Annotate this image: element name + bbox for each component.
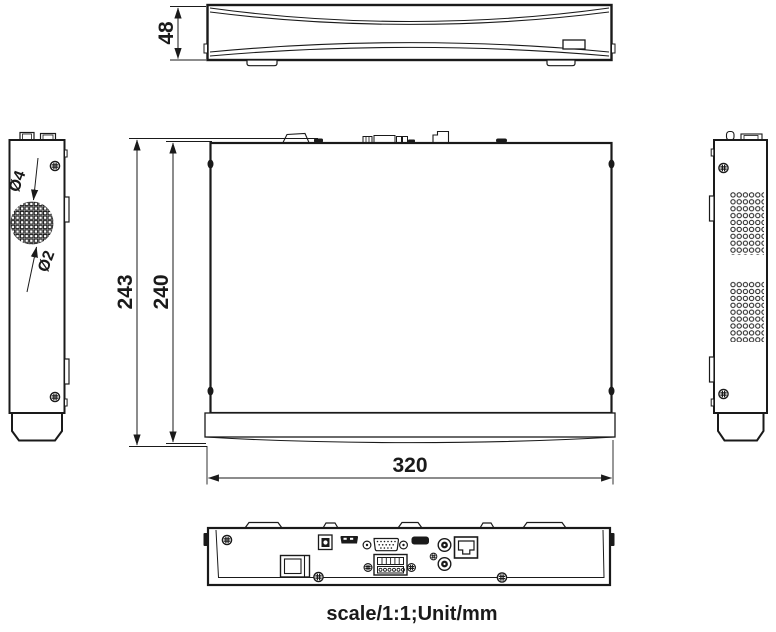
hole-dia-outer-label: Ø4 [6, 168, 30, 195]
front-height-label: 48 [155, 21, 178, 45]
edge-screw-bump [609, 387, 615, 396]
depth-inner-label: 240 [150, 274, 173, 310]
height-dimension [155, 7, 206, 61]
right-top-connector-1 [727, 132, 735, 141]
rear-lug-right [610, 533, 615, 546]
rear-screw [408, 564, 416, 572]
rear-screw [364, 564, 372, 572]
vent-grid-upper [730, 192, 764, 256]
audio-jack-in [438, 539, 451, 552]
edge-screw-bump [609, 160, 615, 169]
front-view [204, 5, 615, 66]
ethernet-port [455, 537, 478, 558]
front-lug-right [612, 44, 616, 53]
front-lug-left [204, 44, 208, 53]
right-tab-lower [710, 357, 715, 382]
front-foot-right [547, 60, 575, 66]
right-body [714, 140, 767, 413]
right-screw-top [719, 163, 728, 172]
terminal-block [374, 555, 407, 576]
left-side-view [6, 133, 69, 441]
width-dimension [207, 440, 613, 485]
rear-panel [208, 528, 610, 585]
dc-power-jack [319, 535, 333, 550]
right-side-view [710, 132, 768, 441]
usb-port [340, 536, 359, 544]
width-label: 320 [392, 454, 428, 477]
speaker-vent-cluster [11, 202, 54, 245]
scale-note: scale/1:1;Unit/mm [326, 603, 498, 625]
ir-window [563, 40, 585, 49]
audio-jack-out [438, 558, 451, 571]
vent-grid-lower [730, 281, 764, 342]
power-switch [281, 556, 310, 578]
rear-screw [497, 573, 506, 582]
left-tab-lower [65, 359, 70, 384]
right-foot [718, 413, 764, 441]
front-bezel [205, 413, 615, 437]
depth-inner-dimension [150, 142, 212, 444]
hdmi-port [412, 537, 430, 545]
top-vga-silhouette [374, 136, 395, 143]
left-foot [12, 413, 62, 441]
edge-screw-bump [208, 387, 214, 396]
hole-dia-inner-label: Ø2 [35, 248, 59, 275]
rear-screw [314, 572, 323, 581]
left-tab-upper [65, 197, 70, 222]
front-foot-left [247, 60, 277, 66]
top-body [211, 143, 612, 413]
top-view [205, 132, 615, 443]
rear-view [204, 523, 615, 586]
rear-lug-left [204, 533, 209, 546]
top-switch-silhouette [283, 134, 309, 143]
edge-screw-bump [208, 160, 214, 169]
top-rear-connector-strip [283, 132, 507, 143]
top-rj45-silhouette [433, 132, 449, 143]
left-screw-top [50, 161, 59, 170]
bezel-curve [205, 437, 615, 443]
left-screw-bottom [50, 392, 59, 401]
rear-screw [430, 553, 437, 560]
depth-outer-label: 243 [114, 274, 137, 310]
right-screw-bottom [719, 389, 728, 398]
rear-screw [222, 535, 231, 544]
right-tab-upper [710, 196, 715, 221]
